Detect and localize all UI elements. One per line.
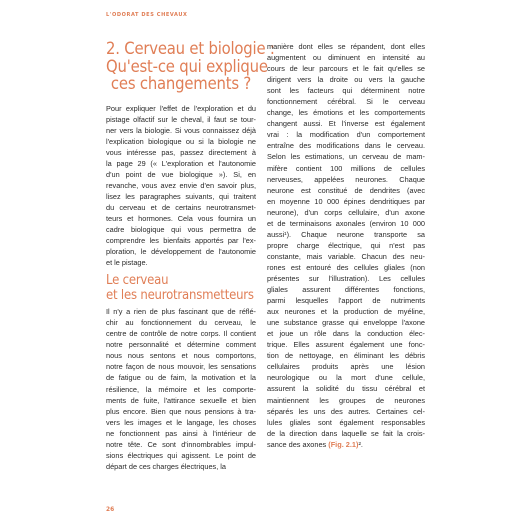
text-line: pistage olfactif sur le cheval, il faut se tour- <box>106 114 256 124</box>
text-line: maintiennent les groupes de neurones <box>267 395 425 405</box>
text-line: ne fonctionnent pas ainsi à l'intérieur de <box>106 428 256 438</box>
subsection-title-line: Le cerveau <box>106 273 169 289</box>
text-line: gliales assurent différentes fonctions, <box>267 285 425 295</box>
footnote-marker: ². <box>358 439 363 449</box>
text-line: lules gliales sont également responsables <box>267 417 425 427</box>
text-line: augmentent ou diminuent en intensité au <box>267 53 425 63</box>
text-line: en moyenne 10 000 épines dendritiques par <box>267 196 425 206</box>
text-line: chir au fonctionnement du cerveau, le <box>106 318 256 328</box>
text-line: teurs et hormones. Cela vous fournira un <box>106 213 256 223</box>
text-line: ploration, le développement de l'autonomie <box>106 247 256 257</box>
text-line: revanche, vous avez envie d'en savoir plus, <box>106 180 256 190</box>
text-line: une substance grasse qui enveloppe l'axone <box>267 318 425 328</box>
text-line: vers les images et le langage, les choses <box>106 417 256 427</box>
text-line: notre personnalité et détermine comment <box>106 340 256 350</box>
section-title <box>106 39 275 93</box>
text-line: cadre biologique qui vous permettra de <box>106 225 256 235</box>
text-line: et joue un rôle dans la conduction élec- <box>267 329 425 339</box>
text-line: et de terminaisons axonales (environ 10 000 <box>267 218 425 228</box>
text-line: changent aussi. Et l'inverse est également <box>267 119 425 129</box>
text-line: neurone est constitué de dendrites (avec <box>267 185 425 195</box>
body-paragraph <box>106 306 256 472</box>
text-line: départ de ces charges électriques, la <box>106 461 227 471</box>
text-line: Pour expliquer l'effet de l'exploration et du <box>106 103 256 113</box>
section-title-line: Qu'est-ce qui explique <box>106 56 268 76</box>
text-line: neurologique ou la mort d'une cellule, <box>267 373 425 383</box>
text-line: entraîne des modifications dans le cerveau. <box>267 141 425 151</box>
text-line: aux neurones et la production de myéline, <box>267 307 425 317</box>
text-line: vrai : la modification d'un comportement <box>267 130 425 140</box>
text-line: neurone), d'un corps cellulaire, d'un axone <box>267 207 425 217</box>
text-line: du cerveau et de certains neurotransmet- <box>106 202 256 212</box>
figure-reference[interactable]: (Fig. 2.1) <box>328 439 359 449</box>
text-line: sions électriques qui agissent. Le point de <box>106 450 256 460</box>
text-line: propre charge électrique, qui n'est pas <box>267 240 425 250</box>
text-line: centre de contrôle de notre corps. Il contient <box>106 329 256 339</box>
right-column <box>267 41 425 450</box>
left-column <box>106 39 275 472</box>
text-line: et le pistage. <box>106 258 148 268</box>
text-line: l'explication biologique ou si la biologie ne <box>106 136 256 146</box>
body-paragraph <box>267 41 425 450</box>
text-line: aussi¹). Chaque neurone transporte sa <box>267 229 425 239</box>
text-line: nerveuses, appelées neurones. Chaque <box>267 174 425 184</box>
section-title-line: ces changements ? <box>110 74 252 93</box>
text-line: lisez les paragraphes suivants, qui traitent <box>106 191 256 201</box>
text-line: notre tête. Ce sont d'innombrables impul- <box>106 439 256 449</box>
text-line: séparés les uns des autres. Certaines cel- <box>267 406 425 416</box>
text-line: sont les facteurs qui déterminent notre <box>267 86 425 96</box>
page-number: 26 <box>106 505 115 513</box>
text-line: ments de fuite, l'attirance sexuelle et bien <box>106 395 256 405</box>
text-line: la page 29 (« L'exploration et l'autonomie <box>106 158 256 168</box>
text-line: notre façon de nous mouvoir, les sensations <box>106 362 256 372</box>
text-line: ner vers la biologie. Si vous connaissez déjà <box>106 125 256 135</box>
text-line: Il n'y a rien de plus fascinant que de réflé- <box>106 307 256 317</box>
text-line: comprendre les bienfaits apportés par l'ex- <box>106 236 256 246</box>
text-line: trique. Elles assurent également une fonc- <box>267 340 425 350</box>
text-line: constante, mais variable. Chacun des neu- <box>267 251 425 261</box>
text-line: cellulaires produits après une lésion <box>267 362 425 372</box>
text-line: change, les émotions et les comportements <box>267 108 425 118</box>
text-line: Selon les estimations, un cerveau de mam- <box>267 152 425 162</box>
text-line: mifère contient 100 millions de cellules <box>267 163 425 173</box>
intro-paragraph <box>106 103 256 269</box>
section-title-line: 2. Cerveau et biologie : <box>106 39 275 58</box>
subsection-title-line: et les neurotransmetteurs <box>106 287 254 303</box>
text-line: de la direction dans laquelle se fait la crois- <box>267 428 425 438</box>
text-line: de fatigue ou de faim, la motivation et la <box>106 373 256 383</box>
text-line: assurent la solidité du tissu cérébral et <box>267 384 425 394</box>
text-line: parmi lesquelles l'apport de nutriments <box>267 296 425 306</box>
text-line: nous nous sentons et nous comportons, <box>106 351 256 361</box>
text-line: cours de leur parcours et le fait qu'elles se <box>267 64 425 74</box>
text-run: sance des axones <box>267 439 329 449</box>
text-line: résilience, la mémoire et les comporte- <box>106 384 256 394</box>
text-line: manière dont elles se répandent, dont elles <box>267 42 425 51</box>
text-line: présentes sur l'illustration). Les cellules <box>267 273 425 283</box>
text-line: fonctionnement cérébral. Si le cerveau <box>267 97 425 107</box>
text-line: plus encore. Bien que nous pensions à tra- <box>106 406 256 416</box>
text-line: tion de nettoyage, en éliminant les débris <box>267 351 425 361</box>
text-line: rones est entouré des cellules gliales (non <box>267 262 425 272</box>
text-line <box>267 439 425 450</box>
text-line: d'un point de vue biologique »). Si, en <box>106 169 256 179</box>
subsection-title <box>106 274 256 303</box>
running-head: L'ODORAT DES CHEVAUX <box>106 12 188 18</box>
text-line: vous intéresse pas, passez directement à <box>106 147 256 157</box>
text-line: dirigent vers la droite ou vers la gauche <box>267 75 425 85</box>
